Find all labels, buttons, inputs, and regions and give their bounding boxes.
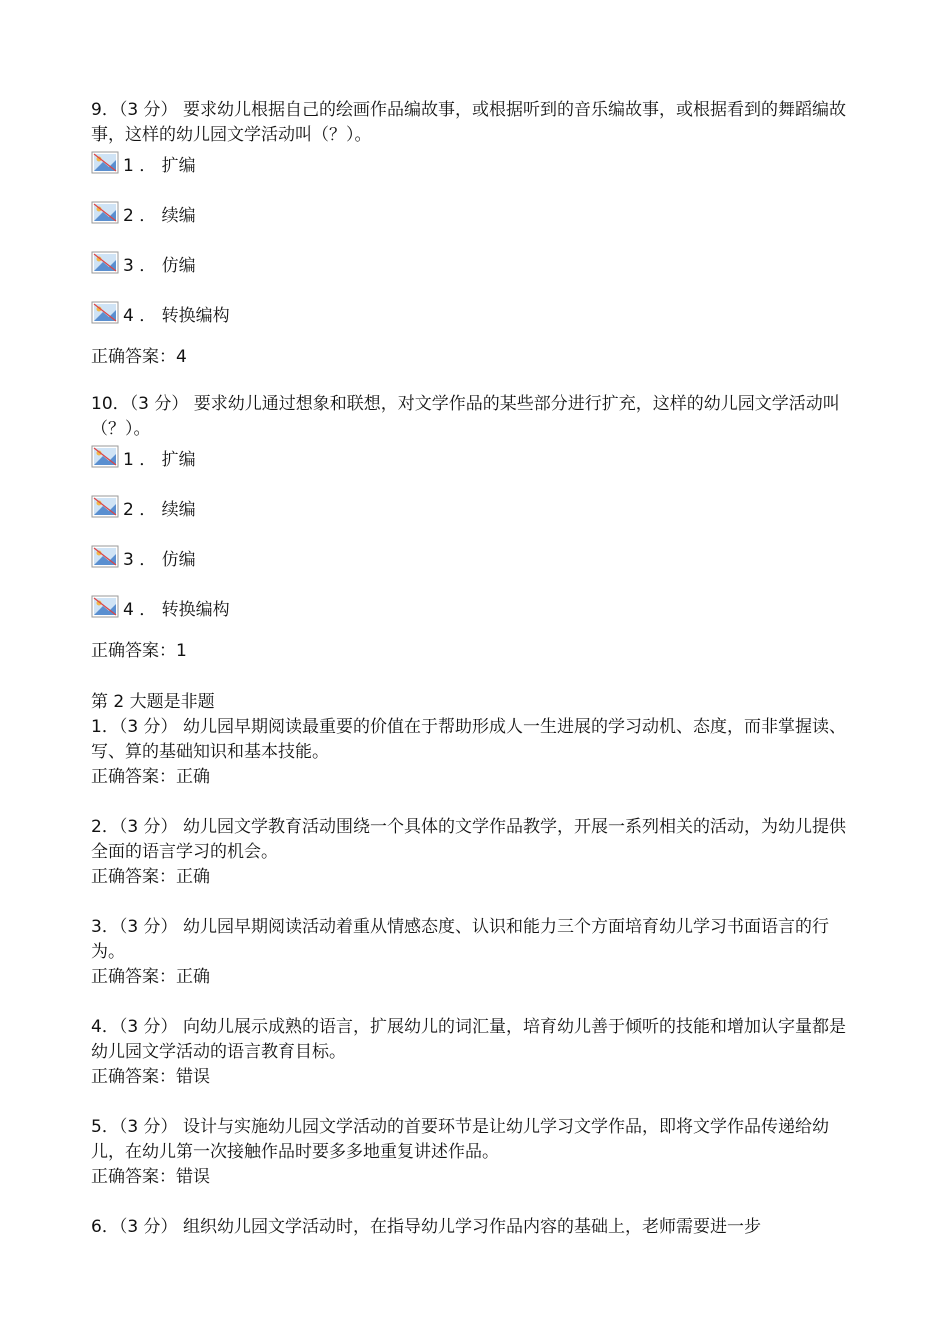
correct-answer: 正确答案：正确 xyxy=(91,767,210,787)
option-1[interactable] xyxy=(91,150,861,176)
option-1[interactable] xyxy=(91,444,861,470)
correct-answer: 正确答案：1 xyxy=(91,641,187,661)
option-label: 2 ． 续编 xyxy=(123,205,196,226)
option-label: 3 ． 仿编 xyxy=(123,549,196,570)
correct-answer: 正确答案：正确 xyxy=(91,967,210,987)
option-4[interactable] xyxy=(91,300,861,326)
section-title: 第 2 大题是非题 xyxy=(91,692,215,712)
broken-image-icon xyxy=(91,595,121,619)
question-stem: 4．（3 分） 向幼儿展示成熟的语言，扩展幼儿的词汇量，培育幼儿善于倾听的技能和增加认字量都是幼儿园文学活动的语言教育目标。 xyxy=(91,1017,846,1062)
broken-image-icon xyxy=(91,201,121,225)
option-label: 4 ． 转换编构 xyxy=(123,599,230,620)
option-label: 3 ． 仿编 xyxy=(123,255,196,276)
question-9 xyxy=(91,98,861,370)
tf-question-5 xyxy=(91,1115,861,1190)
option-2[interactable] xyxy=(91,494,861,520)
option-label: 2 ． 续编 xyxy=(123,499,196,520)
question-stem: 5．（3 分） 设计与实施幼儿园文学活动的首要环节是让幼儿学习文学作品，即将文学作品传递给幼儿，在幼儿第一次接触作品时要多多地重复讲述作品。 xyxy=(91,1117,829,1162)
option-3[interactable] xyxy=(91,544,861,570)
document-page xyxy=(91,98,861,1240)
broken-image-icon xyxy=(91,495,121,519)
tf-question-1 xyxy=(91,715,861,790)
question-stem: 3．（3 分） 幼儿园早期阅读活动着重从情感态度、认识和能力三个方面培育幼儿学习书面语言的行为。 xyxy=(91,917,829,962)
question-stem: 9．（3 分） 要求幼儿根据自己的绘画作品编故事，或根据听到的音乐编故事，或根据看到的舞蹈编故事，这样的幼儿园文学活动叫（？）。 xyxy=(91,100,846,145)
tf-question-4 xyxy=(91,1015,861,1090)
broken-image-icon xyxy=(91,301,121,325)
broken-image-icon xyxy=(91,151,121,175)
correct-answer: 正确答案：4 xyxy=(91,347,187,367)
broken-image-icon xyxy=(91,251,121,275)
option-label: 4 ． 转换编构 xyxy=(123,305,230,326)
option-3[interactable] xyxy=(91,250,861,276)
broken-image-icon xyxy=(91,445,121,469)
question-stem: 1．（3 分） 幼儿园早期阅读最重要的价值在于帮助形成人一生进展的学习动机、态度，而非掌握读、写、算的基础知识和基本技能。 xyxy=(91,717,846,762)
correct-answer: 正确答案：错误 xyxy=(91,1167,210,1187)
option-label: 1 ． 扩编 xyxy=(123,449,196,470)
tf-question-3 xyxy=(91,915,861,990)
tf-question-6 xyxy=(91,1215,861,1240)
question-stem: 2．（3 分） 幼儿园文学教育活动围绕一个具体的文学作品教学，开展一系列相关的活动，为幼儿提供全面的语言学习的机会。 xyxy=(91,817,846,862)
broken-image-icon xyxy=(91,545,121,569)
correct-answer: 正确答案：错误 xyxy=(91,1067,210,1087)
question-stem: 10．（3 分） 要求幼儿通过想象和联想，对文学作品的某些部分进行扩充，这样的幼儿园文学活动叫（？）。 xyxy=(91,394,840,439)
correct-answer: 正确答案：正确 xyxy=(91,867,210,887)
option-2[interactable] xyxy=(91,200,861,226)
question-10 xyxy=(91,392,861,664)
question-stem: 6．（3 分） 组织幼儿园文学活动时，在指导幼儿学习作品内容的基础上，老师需要进一步 xyxy=(91,1217,761,1237)
tf-question-2 xyxy=(91,815,861,890)
option-label: 1 ． 扩编 xyxy=(123,155,196,176)
option-4[interactable] xyxy=(91,594,861,620)
